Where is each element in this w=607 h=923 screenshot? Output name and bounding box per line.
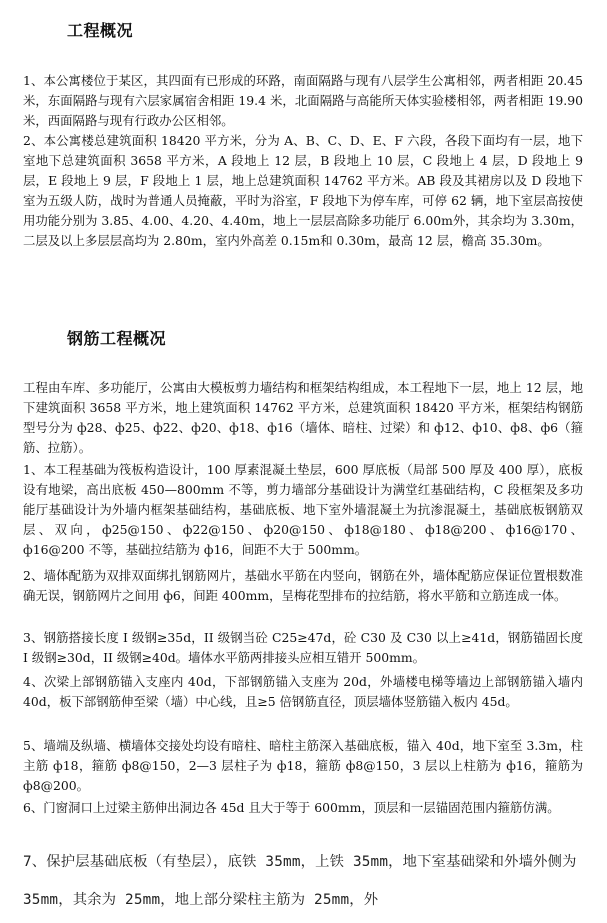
paragraph-cover-thickness: 7、保护层基础底板（有垫层），底铁 35mm，上铁 35mm，地下室基础梁和外墙外侧为 35mm，其余为 25mm，地上部分梁柱主筋为 25mm，外 <box>23 854 577 908</box>
section-title-rebar-overview: 钢筋工程概况 <box>67 329 167 348</box>
paragraph-location: 1、本公寓楼位于某区，其四面有已形成的环路，南面隔路与现有八层学生公寓相邻，两者相距 20.45 米，东面隔路与现有六层家属宿舍相距 19.4 米，北面隔路与高能所天体实验楼相邻，两者相距 19.90 米，西面隔路与现有行政办公区相邻。 <box>23 73 583 128</box>
paragraph-foundation: 1、本工程基础为筏板构造设计，100 厚素混凝土垫层，600 厚底板（局部 500 厚及 400 厚），底板设有地梁，高出底板 450—800mm 不等，剪力墙部分基础设计为满堂红基础结构，C 段框架及多功能厅基础设计为外墙内框架基础结构，基础底板、地下室外墙混凝土为抗渗混凝土，基础底板钢筋双层、双向，ф25@150、ф22@150、ф20@150、ф18@180、ф18@200、ф16@170、ф16@200 不等，基础拉结筋为 ф16，间距不大于 500mm。 <box>23 462 583 557</box>
paragraph-rebar-intro: 工程由车库、多功能厅，公寓由大模板剪力墙结构和框架结构组成，本工程地下一层，地上 12 层，地下建筑面积 3658 平方米，地上建筑面积 14762 平方米，总建筑面积 18420 平方米，框架结构钢筋型号分为 ф28、ф25、ф22、ф20、ф18、ф16（墙体、暗柱、过梁）和 ф12、ф10、ф8、ф6（箍筋、拉筋）。 <box>23 380 583 455</box>
paragraph-lap-length: 3、钢筋搭接长度 I 级钢≥35d，II 级钢当砼 C25≥47d，砼 C30 及 C30 以上≥41d，钢筋锚固长度 I 级钢≥30d，II 级钢≥40d。墙体水平筋两排接头应相互错开 500mm。 <box>23 630 583 665</box>
paragraph-beam-anchorage: 4、次梁上部钢筋锚入支座内 40d，下部钢筋锚入支座为 20d，外墙楼电梯等墙边上部钢筋锚入墙内 40d，板下部钢筋伸至梁（墙）中心线，且≥5 倍钢筋直径，顶层墙体竖筋锚入板内 45d。 <box>23 674 583 709</box>
paragraph-building-area: 2、本公寓楼总建筑面积 18420 平方米，分为 A、B、C、D、E、F 六段，各段下面均有一层，地下室地下总建筑面积 3658 平方米，A 段地上 12 层，B 段地上 10 层，C 段地上 4 层，D 段地上 9 层，E 段地上 9 层，F 段地上 1 层，地上总建筑面积 14762 平方米。AB 段及其裙房以及 D 段地下室为五级人防，战时为普通人员掩蔽，平时为浴室，F 段地下为停车库，可停 62 辆，地下室层高按使用功能分别为 3.85、4.00、4.20、4.40m，地上一层层高除多功能厅 6.00m外，其余均为 3.30m，二层及以上多层层高均为 2.80m，室内外高差 0.15m和 0.30m，最高 12 层，檐高 35.30m。 <box>23 133 583 248</box>
section-title-project-overview: 工程概况 <box>67 21 134 40</box>
paragraph-wall-rebar: 2、墙体配筋为双排双面绑扎钢筋网片，基础水平筋在内竖向，钢筋在外，墙体配筋应保证位置根数准确无误，钢筋网片之间用 ф6，间距 400mm，呈梅花型排布的拉结筋，将水平筋和立筋连成一体。 <box>23 568 583 603</box>
paragraph-hidden-columns: 5、墙端及纵墙、横墙体交接处均设有暗柱、暗柱主筋深入基础底板，锚入 40d，地下室至 3.3m，柱主筋 ф18，箍筋 ф8@150，2—3 层柱子为 ф18，箍筋 ф8@150，3 层以上柱筋为 ф16，箍筋为 ф8@200。 <box>23 738 583 793</box>
paragraph-lintel: 6、门窗洞口上过梁主筋伸出洞边各 45d 且大于等于 600mm，顶层和一层锚固范围内箍筋仿满。 <box>23 800 560 815</box>
